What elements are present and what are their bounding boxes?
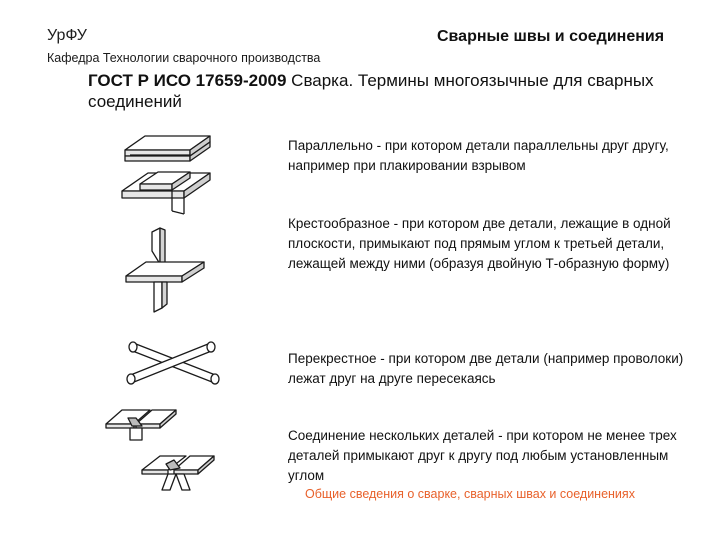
department-name: Кафедра Технологии сварочного производства xyxy=(47,51,321,65)
crossed-joint-icon xyxy=(122,338,222,388)
org-name: УрФУ xyxy=(47,27,87,44)
multiple-joint-icon-variant xyxy=(138,448,218,496)
multiple-joint-description: Соединение нескольких деталей - при котором не менее трех деталей примыкают друг к другу под любым установленным углом xyxy=(288,428,677,483)
gost-heading xyxy=(88,70,688,112)
gost-text: Сварка. Термины многоязычные для сварных соединений xyxy=(88,71,654,111)
crossed-joint-description: Перекрестное - при котором две детали (например проволоки) лежат друг на друге пересекаясь xyxy=(288,351,684,386)
footer-text: Общие сведения о сварке, сварных швах и соединениях xyxy=(305,487,635,501)
parallel-joint-description: Параллельно - при котором детали параллельны друг другу, например при плакировании взрывом xyxy=(288,138,669,173)
gost-code: ГОСТ Р ИСО 17659-2009 xyxy=(88,71,287,90)
multiple-joint-icon xyxy=(102,404,182,444)
cruciform-joint-icon xyxy=(120,226,210,316)
page-title: Сварные швы и соединения xyxy=(437,28,665,45)
cruciform-joint-description: Крестообразное - при котором две детали, лежащие в одной плоскости, примыкают под прямым углом к третьей детали, лежащей между ними (образуя двойную Т-образную форму) xyxy=(288,216,671,271)
parallel-joint-icon xyxy=(120,128,220,218)
